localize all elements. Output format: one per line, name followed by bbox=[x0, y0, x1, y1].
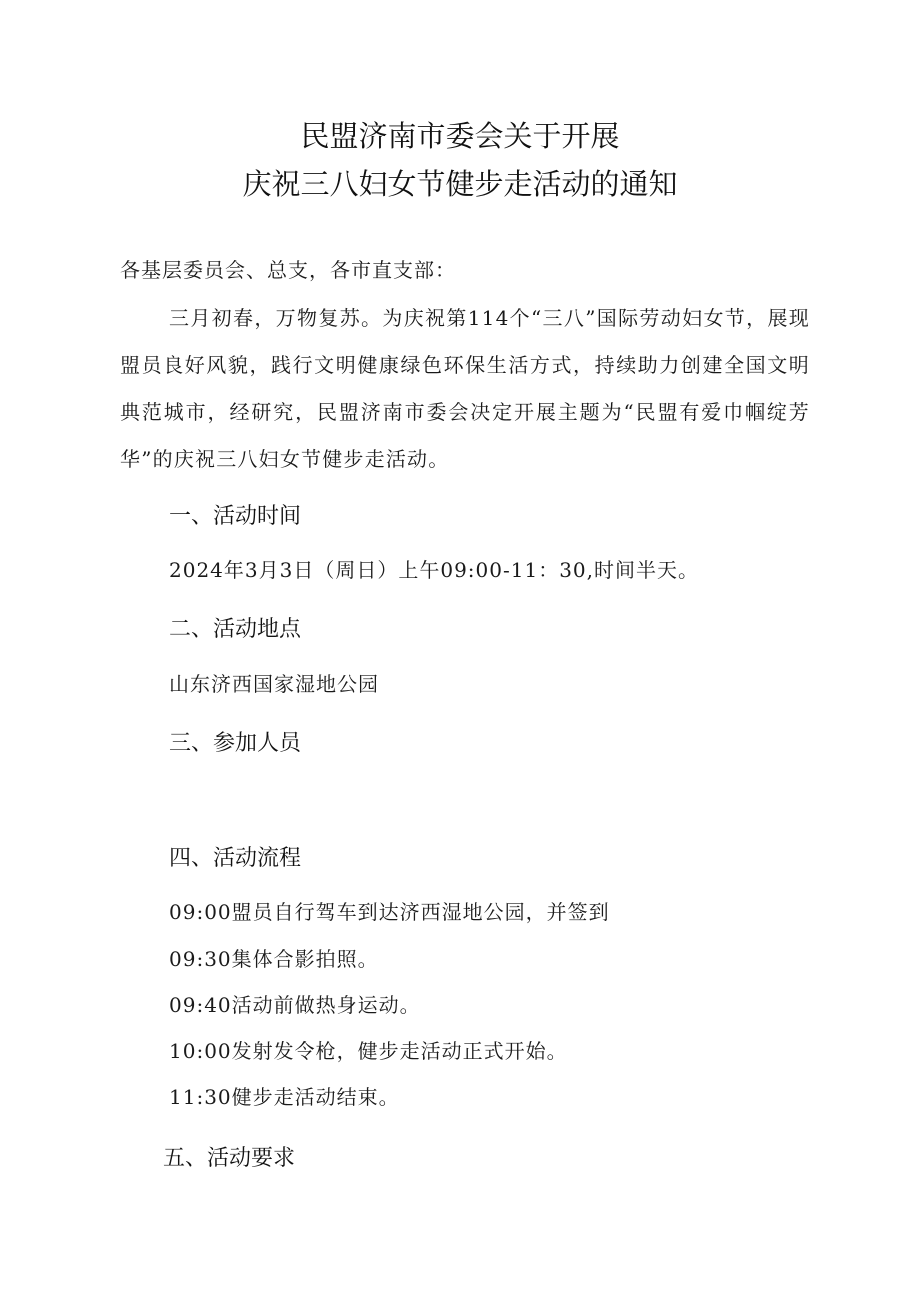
process-item: 10:00发射发令枪，健步走活动正式开始。 bbox=[169, 1039, 568, 1063]
section-heading-place: 二、活动地点 bbox=[169, 617, 302, 642]
section-heading-process: 四、活动流程 bbox=[169, 846, 302, 871]
section-content-time: 2024年3月3日（周日）上午09:00-11：30,时间半天。 bbox=[169, 558, 699, 582]
section-heading-participants: 三、参加人员 bbox=[169, 731, 302, 756]
document-title-line-1: 民盟济南市委会关于开展 bbox=[300, 119, 620, 153]
process-item: 09:00盟员自行驾车到达济西湿地公园，并签到 bbox=[169, 900, 610, 924]
process-item: 09:40活动前做热身运动。 bbox=[169, 993, 421, 1017]
intro-paragraph: 三月初春，万物复苏。为庆祝第114个“三八”国际劳动妇女节，展现盟员良好风貌，践行文明健康绿色环保生活方式，持续助力创建全国文明典范城市，经研究，民盟济南市委会决定开展主题为“民盟有爱巾帼绽芳华”的庆祝三八妇女节健步走活动。 bbox=[120, 306, 810, 471]
salutation: 各基层委员会、总支，各市直支部： bbox=[120, 258, 456, 282]
section-heading-time: 一、活动时间 bbox=[169, 504, 302, 529]
section-heading-requirements: 五、活动要求 bbox=[163, 1146, 296, 1171]
process-item: 09:30集体合影拍照。 bbox=[169, 947, 379, 971]
process-item: 11:30健步走活动结束。 bbox=[169, 1085, 400, 1109]
section-content-place: 山东济西国家湿地公园 bbox=[169, 672, 379, 696]
document-title-line-2: 庆祝三八妇女节健步走活动的通知 bbox=[242, 167, 678, 201]
